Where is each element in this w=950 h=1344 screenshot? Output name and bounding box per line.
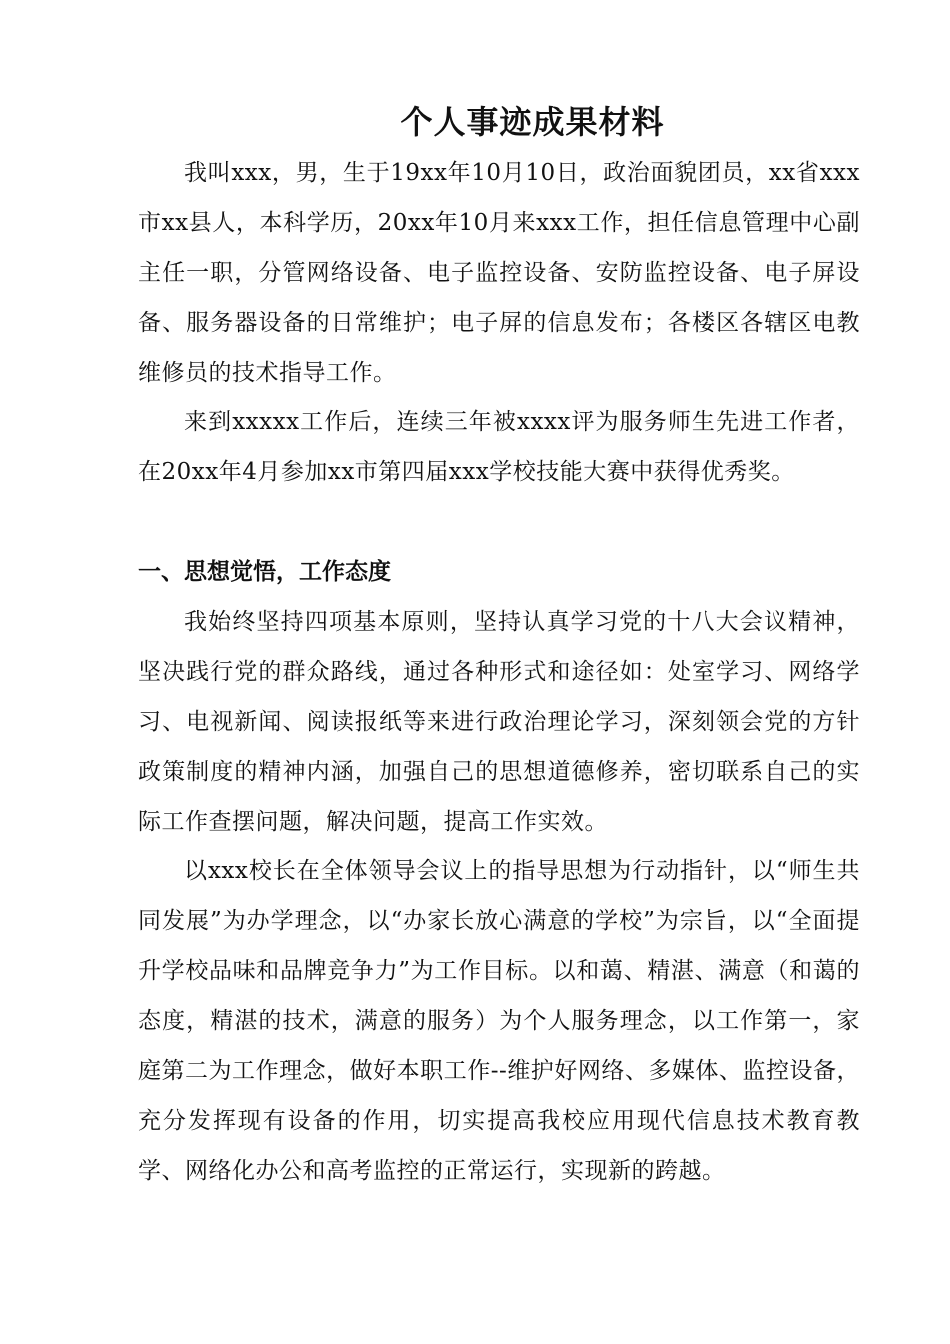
achievement-paragraph: 来到xxxxx工作后，连续三年被xxxx评为服务师生先进工作者，在20xx年4月参加xx市第四届xxx学校技能大赛中获得优秀奖。: [138, 409, 860, 485]
section-paragraph-philosophy: 以xxx校长在全体领导会议上的指导思想为行动指针，以“师生共同发展”为办学理念，以“办家长放心满意的学校”为宗旨，以“全面提升学校品味和品牌竞争力”为工作目标。以和蔼、精湛、满意（和蔼的态度，精湛的技术，满意的服务）为个人服务理念，以工作第一，家庭第二为工作理念，做好本职工作--维护好网络、多媒体、监控设备，充分发挥现有设备的作用，切实提高我校应用现代信息技术教育教学、网络化办公和高考监控的正常运行，实现新的跨越。: [138, 858, 860, 1184]
section-paragraph-study: 我始终坚持四项基本原则，坚持认真学习党的十八大会议精神，坚决践行党的群众路线，通过各种形式和途径如：处室学习、网络学习、电视新闻、阅读报纸等来进行政治理论学习，深刻领会党的方针政策制度的精神内涵，加强自己的思想道德修养，密切联系自己的实际工作查摆问题，解决问题，提高工作实效。: [138, 609, 860, 835]
document-title: 个人事迹成果材料: [400, 103, 665, 141]
intro-paragraph: 我叫xxx，男，生于19xx年10月10日，政治面貌团员，xx省xxx市xx县人，本科学历，20xx年10月来xxx工作，担任信息管理中心副主任一职，分管网络设备、电子监控设备、安防监控设备、电子屏设备、服务器设备的日常维护；电子屏的信息发布；各楼区各辖区电教维修员的技术指导工作。: [138, 160, 860, 386]
section-heading: 一、思想觉悟，工作态度: [138, 559, 391, 585]
